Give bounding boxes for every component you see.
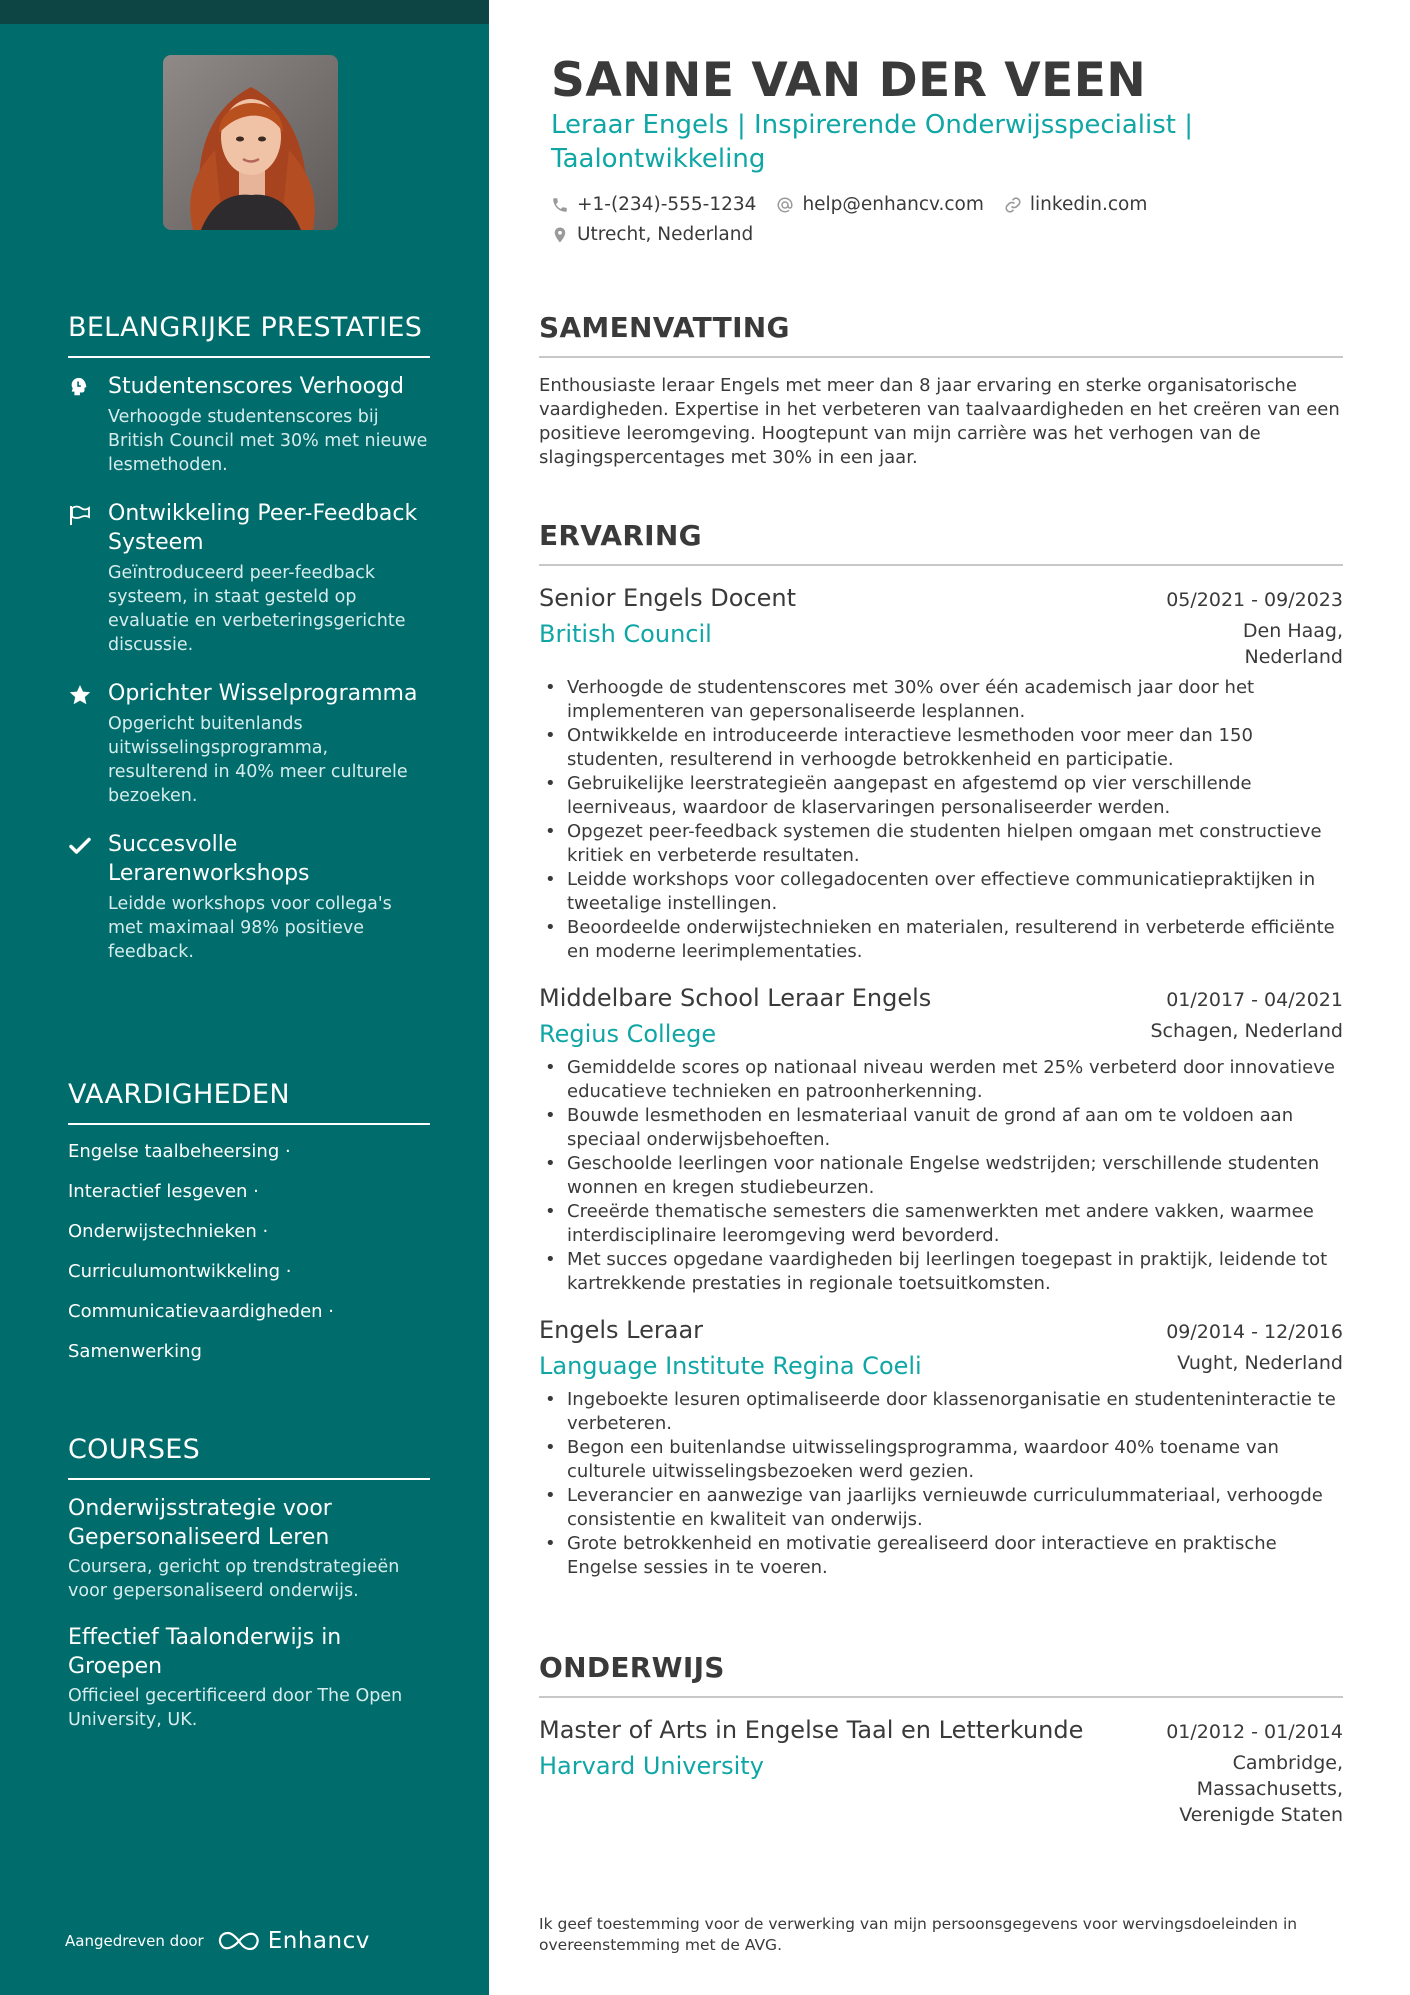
- job-location: Den Haag, Nederland: [1242, 620, 1343, 668]
- bullet-item: • Leverancier en aanwezige van jaarlijks vernieuwde curriculummateriaal, verhoogde consistentie en kwaliteit van onderwijs.: [539, 1484, 1343, 1532]
- bullet-item: • Ingeboekte lesuren optimaliseerde door klassenorganisatie en studenteninteractie te verbeteren.: [539, 1388, 1343, 1436]
- contact-list: [551, 193, 1331, 253]
- job-dates: 01/2017 - 04/2021: [1166, 989, 1343, 1011]
- achievements-title: BELANGRIJKE PRESTATIES: [68, 310, 430, 358]
- at-icon: [776, 196, 794, 214]
- skills-title: VAARDIGHEDEN: [68, 1077, 430, 1125]
- course-title: Onderwijsstrategie voor Gepersonaliseerd Leren: [68, 1496, 332, 1550]
- infinity-icon: [216, 1929, 262, 1953]
- linkedin-text: linkedin.com: [1029, 194, 1148, 215]
- star-icon: [68, 683, 92, 707]
- summary-title: SAMENVATTING: [539, 310, 1343, 358]
- achievement-item: [68, 499, 430, 657]
- powered-by[interactable]: [65, 1928, 370, 1954]
- bullet-item: • Creeërde thematische semesters die samenwerkten met andere vakken, waarmee interdisciplinaire leeromgeving werd bevorderd.: [539, 1200, 1343, 1248]
- candidate-name: SANNE VAN DER VEEN: [551, 53, 1147, 108]
- education-dates: 01/2012 - 01/2014: [1166, 1721, 1343, 1743]
- course-item: [68, 1494, 430, 1603]
- skill-item: Onderwijstechnieken ·: [68, 1221, 269, 1242]
- job-bullets: [539, 1056, 1343, 1296]
- bullet-item: • Geschoolde leerlingen voor nationale Engelse wedstrijden; verschillende studenten wonnen en kregen studiebeurzen.: [539, 1152, 1343, 1200]
- achievement-desc: Geïntroduceerd peer-feedback systeem, in staat gesteld op evaluatie en verbeteringsgerichte discussie.: [108, 563, 406, 655]
- enhancv-brand: Enhancv: [267, 1928, 370, 1954]
- skill-item: Communicatievaardigheden ·: [68, 1301, 335, 1322]
- bullet-item: • Bouwde lesmethoden en lesmateriaal vanuit de grond af aan om te voldoen aan speciaal onderwijsbehoeften.: [539, 1104, 1343, 1152]
- job-dates: 09/2014 - 12/2016: [1166, 1321, 1343, 1343]
- achievements-section: [68, 310, 430, 964]
- sidebar: [0, 0, 489, 1995]
- location-pin-icon: [551, 226, 569, 244]
- job-entry: [539, 582, 1343, 964]
- job-bullets: [539, 676, 1343, 964]
- bullet-item: • Opgezet peer-feedback systemen die studenten hielpen omgaan met constructieve kritiek en verbeterde resultaten.: [539, 820, 1343, 868]
- bullet-item: • Gebruikelijke leerstrategieën aangepast en afgestemd op vier verschillende leerniveaus, waardoor de klaservaringen personaliseerder werden.: [539, 772, 1343, 820]
- skill-item: Interactief lesgeven ·: [68, 1181, 259, 1202]
- bullet-item: • Leidde workshops voor collegadocenten over effectieve communicatiepraktijken in tweetalige instellingen.: [539, 868, 1343, 916]
- school-name: Harvard University: [539, 1752, 764, 1780]
- brain-icon: [68, 376, 92, 400]
- achievement-desc: Opgericht buitenlands uitwisselingsprogramma, resulterend in 40% meer culturele bezoeken.: [108, 714, 408, 806]
- achievement-title: Ontwikkeling Peer-Feedback Systeem: [108, 501, 418, 555]
- experience-section: [539, 518, 1343, 1580]
- achievement-item: [68, 679, 430, 808]
- email-text: help@enhancv.com: [802, 194, 984, 215]
- summary-text: Enthousiaste leraar Engels met meer dan 8 jaar ervaring en sterke organisatorische vaardigheden. Expertise in het verbeteren van taalvaardigheden en het creëren van een positieve leeromgeving. Hoogtepunt van mijn carrière was het verhogen van de slagingspercentages met 30% in een jaar.: [539, 375, 1340, 468]
- job-bullets: [539, 1388, 1343, 1580]
- courses-title: COURSES: [68, 1432, 430, 1480]
- profile-photo: [163, 55, 338, 230]
- job-entry: [539, 982, 1343, 1296]
- bullet-item: • Gemiddelde scores op nationaal niveau werden met 25% verbeterd door innovatieve educatieve technieken en patroonherkenning.: [539, 1056, 1343, 1104]
- bullet-item: • Ontwikkelde en introduceerde interactieve lesmethoden voor meer dan 150 studenten, resulterend in verhoogde betrokkenheid en participatie.: [539, 724, 1343, 772]
- phone-icon: [551, 196, 569, 214]
- contact-linkedin[interactable]: [1004, 193, 1147, 217]
- contact-location: [551, 223, 753, 247]
- bullet-item: • Met succes opgedane vaardigheden bij leerlingen toegepast in praktijk, leidende tot kartrekkende prestaties in regionale toetsuitkomsten.: [539, 1248, 1343, 1296]
- job-title: Middelbare School Leraar Engels: [539, 984, 932, 1012]
- job-title: Senior Engels Docent: [539, 584, 796, 612]
- achievement-title: Studentenscores Verhoogd: [108, 374, 404, 399]
- job-entry: [539, 1314, 1343, 1580]
- flag-icon: [68, 503, 92, 527]
- experience-title: ERVARING: [539, 518, 1343, 566]
- course-desc: Officieel gecertificeerd door The Open University, UK.: [68, 1686, 403, 1730]
- achievement-title: Succesvolle Lerarenworkshops: [108, 832, 310, 886]
- skill-item: Curriculumontwikkeling ·: [68, 1261, 292, 1282]
- bullet-item: • Beoordeelde onderwijstechnieken en materialen, resulterend in verbeterde efficiënte en moderne leerimplementaties.: [539, 916, 1343, 964]
- contact-email[interactable]: [776, 193, 983, 217]
- link-icon: [1004, 196, 1022, 214]
- summary-section: [539, 310, 1343, 470]
- achievement-desc: Verhoogde studentenscores bij British Council met 30% met nieuwe lesmethoden.: [108, 407, 428, 475]
- bullet-item: • Grote betrokkenheid en motivatie gerealiseerd door interactieve en praktische Engelse sessies in te voeren.: [539, 1532, 1343, 1580]
- course-title: Effectief Taalonderwijs in Groepen: [68, 1625, 342, 1679]
- skills-section: [68, 1077, 430, 1364]
- contact-phone[interactable]: [551, 193, 756, 217]
- achievement-item: [68, 830, 430, 964]
- job-location: Vught, Nederland: [1177, 1352, 1343, 1374]
- gdpr-consent-note: Ik geef toestemming voor de verwerking van mijn persoonsgegevens voor wervingsdoeleinden in overeenstemming met de AVG.: [539, 1915, 1298, 1954]
- bullet-item: • Verhoogde de studentenscores met 30% over één academisch jaar door het implementeren van gepersonaliseerde lesplannen.: [539, 676, 1343, 724]
- job-dates: 05/2021 - 09/2023: [1166, 589, 1343, 611]
- achievement-item: [68, 372, 430, 477]
- education-section: [539, 1650, 1343, 1828]
- job-title: Engels Leraar: [539, 1316, 704, 1344]
- achievement-title: Oprichter Wisselprogramma: [108, 681, 418, 706]
- check-icon: [68, 834, 92, 858]
- skill-item: Samenwerking: [68, 1341, 202, 1362]
- sidebar-top-bar: [0, 0, 489, 24]
- course-item: [68, 1623, 430, 1732]
- courses-section: [68, 1432, 430, 1732]
- job-company: Regius College: [539, 1020, 717, 1048]
- phone-text: +1-(234)-555-1234: [577, 194, 757, 215]
- powered-label: Aangedreven door: [65, 1932, 204, 1950]
- education-entry: [539, 1714, 1343, 1828]
- degree-title: Master of Arts in Engelse Taal en Letterkunde: [539, 1716, 1084, 1744]
- bullet-item: • Begon een buitenlandse uitwisselingsprogramma, waardoor 40% toename van culturele uitwisselingsbezoeken werd gezien.: [539, 1436, 1343, 1484]
- enhancv-logo: [216, 1928, 370, 1954]
- education-title: ONDERWIJS: [539, 1650, 1343, 1698]
- headline: Leraar Engels | Inspirerende Onderwijsspecialist | Taalontwikkeling: [551, 110, 1193, 174]
- course-desc: Coursera, gericht op trendstrategieën voor gepersonaliseerd onderwijs.: [68, 1557, 400, 1601]
- job-location: Schagen, Nederland: [1150, 1020, 1343, 1042]
- education-location: Cambridge, Massachusetts, Verenigde Staten: [1179, 1752, 1343, 1826]
- achievement-desc: Leidde workshops voor collega's met maximaal 98% positieve feedback.: [108, 894, 392, 962]
- job-company: British Council: [539, 620, 712, 648]
- location-text: Utrecht, Nederland: [577, 224, 754, 245]
- job-company: Language Institute Regina Coeli: [539, 1352, 922, 1380]
- skill-item: Engelse taalbeheersing ·: [68, 1141, 291, 1162]
